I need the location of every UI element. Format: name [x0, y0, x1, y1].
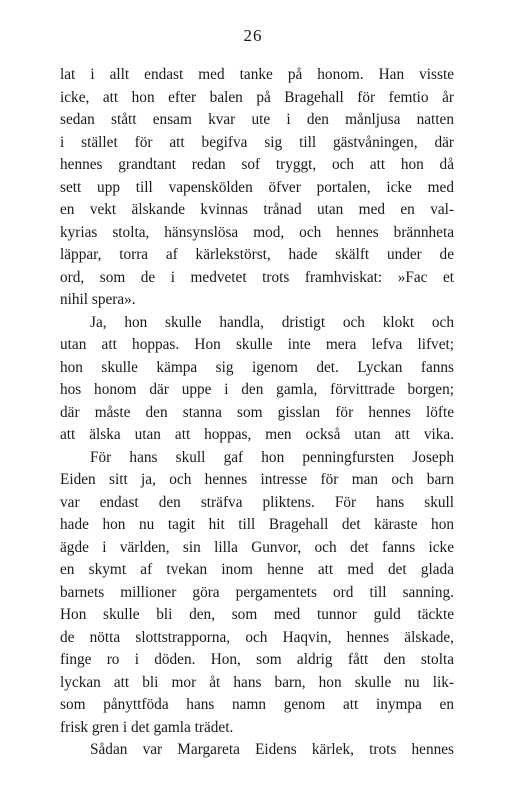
text-line: Ja, hon skulle handla, dristigt och klokt och	[90, 313, 454, 331]
text-line: var endast den sträfva pliktens. För hans skull	[60, 493, 454, 511]
text-line: sedan stått ensam kvar ute i den månljusa natten	[60, 111, 454, 128]
text-line: kyrias stolta, hänsynslösa mod, och hennes brännheta	[60, 223, 454, 241]
text-line: finge ro i döden. Hon, som aldrig fått den stolta	[60, 651, 454, 668]
text-line: lat i allt endast med tanke på honom. Han visste	[60, 66, 454, 83]
text-line: För hans skull gaf hon penningfursten Joseph	[90, 448, 454, 466]
text-line: icke, att hon efter balen på Bragehall för femtio år	[60, 88, 454, 106]
text-line: utan att hoppas. Hon skulle inte mera lefva lifvet;	[60, 336, 454, 353]
text-line: en skymt af tvekan inom henne att med det glada	[60, 561, 454, 578]
text-line: Eiden sitt ja, och hennes intresse för man och barn	[60, 471, 454, 488]
text-line: ord, som de i medvetet trots framhviskat: »Fac et	[60, 268, 454, 286]
text-line: nihil spera».	[60, 291, 136, 308]
text-line: hennes grandtant redan sof tryggt, och att hon då	[60, 156, 454, 173]
text-line: lyckan att bli mor åt hans barn, hon skulle nu lik-	[60, 673, 454, 691]
text-line: hon skulle kämpa sig igenom det. Lyckan fanns	[60, 358, 454, 376]
text-line: Sådan var Margareta Eidens kärlek, trots hennes	[90, 741, 454, 758]
text-line: frisk gren i det gamla trädet.	[60, 718, 234, 736]
text-line: i stället för att begifva sig till gästvåningen, där	[60, 133, 454, 151]
text-line: där måste den stanna som gisslan för hennes löfte	[60, 403, 454, 421]
text-line: ägde i världen, sin lilla Gunvor, och det fanns icke	[60, 538, 454, 556]
text-line: en vekt älskande kvinnas trånad utan med en val-	[60, 201, 454, 218]
text-line: sett upp till vapenskölden öfver portalen, icke med	[60, 178, 454, 196]
text-line: som pånyttföda hans namn genom att inympa en	[60, 696, 454, 713]
text-line: Hon skulle bli den, som med tunnor guld täckte	[60, 606, 454, 623]
text-line: läppar, torra af kärlekstörst, hade skälft under de	[60, 246, 454, 263]
text-line: att älska utan att hoppas, men också utan att vika.	[60, 426, 454, 443]
text-line: de nötta slottstrapporna, och Haqvin, hennes älskade,	[60, 628, 454, 646]
text-line: hade hon nu tagit hit till Bragehall det käraste hon	[60, 516, 454, 533]
text-line: barnets millioner göra pergamentets ord till sanning.	[60, 583, 454, 601]
text-line: hos honom där uppe i den gamla, förvittrade borgen;	[60, 381, 454, 398]
page-number: 26	[243, 26, 263, 45]
body-text	[60, 64, 454, 762]
